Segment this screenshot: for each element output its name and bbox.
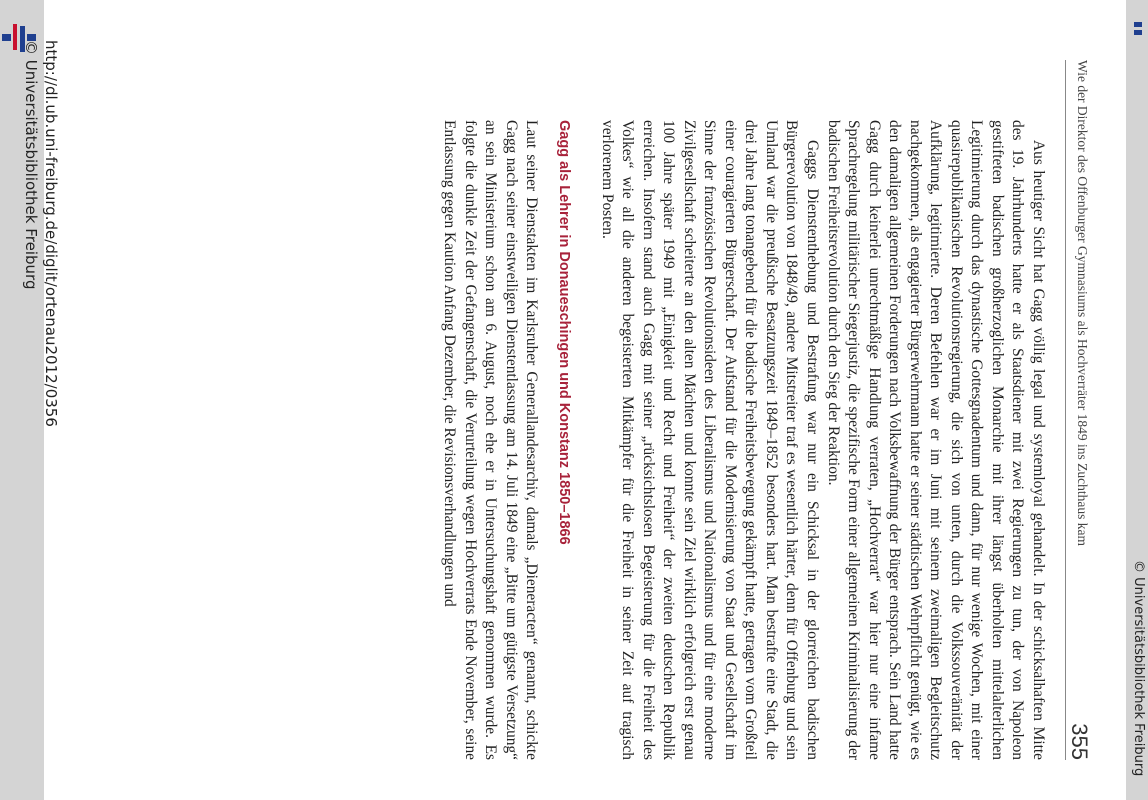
scanned-page <box>22 0 1126 800</box>
paragraph: Laut seiner Dienstakten im Karlsruher Generallandesarchiv, damals „Dieneracten“ genannt, schickte Gagg nach seiner einstweiligen Dienstentlassung am 14. Juli 1849 eine „Bitte um gütigste Versetzung“ an sein Ministerium schon am 6. August, noch ehe er in Untersuchungshaft genommen wurde. Es folgte die dunkle Zeit der Gefangenschaft, die Verurteilung wegen Hochverrats Ende November, seine Entlassung gegen Kaution Anfang Dezember, die Revisionsverhandlungen und <box>441 120 541 760</box>
copyright-edge-text: © Universitätsbibliothek Freiburg <box>1131 560 1146 777</box>
rotated-page-content <box>22 0 1126 800</box>
running-head-text: Wie der Direktor des Offenburger Gymnasiums als Hochverräter 1849 ins Zuchthaus kam <box>1074 60 1090 546</box>
article-text <box>439 120 1048 760</box>
copyright-notice: © Universitätsbibliothek Freiburg <box>22 40 40 290</box>
page-number: 355 <box>1066 723 1092 760</box>
copyright-edge <box>1126 560 1148 800</box>
right-margin-bar <box>1126 0 1148 800</box>
paragraph: Gaggs Dienstenthebung und Bestrafung war nur ein Schicksal in der glorreichen badischen Bürgerevolution von 1848/49, andere Mitstreiter traf es wesentlich härter, denn für Offenburg und sein Umland war die preußische Besatzungszeit 1849–1852 besonders hart. Man bestrafte eine Stadt, die drei Jahre lang tonangebend für die badische Freiheitsbewegung gekämpft hatte, getragen vom Großteil einer couragierten Bürgerschaft. Der Aufstand für die Modernisierung von Staat und Gesellschaft im Sinne der französischen Revolutionsideen des Liberalismus und Nationalismus und für eine moderne Zivilgesellschaft scheiterte an den alten Mächten und konnte sein Ziel wirklich erfolgreich erst genau 100 Jahre später 1949 mit „Einigkeit und Recht und Freiheit“ der zweiten deutschen Republik erreichen. Insofern stand auch Gagg mit seiner „rücksichtslosen Begeisterung für die Freiheit des Volkes“ wie all die anderen begeisterten Mitkämpfer für die Freiheit in seiner Zeit auf tragisch verlorenem Posten. <box>598 120 821 760</box>
source-url[interactable]: http://dl.ub.uni-freiburg.de/diglit/ortenau2012/0356 <box>42 40 60 427</box>
library-mark-icon <box>1134 22 1142 36</box>
running-header <box>1065 60 1102 760</box>
section-heading: Gagg als Lehrer in Donaueschingen und Konstanz 1850–1866 <box>555 120 572 545</box>
paragraph: Aus heutiger Sicht hat Gagg völlig legal und systemloyal gehandelt. In der schicksalhaften Mitte des 19. Jahrhunderts hatte er als Staatsdiener mit zwei Regierungen zu tun, der von Napoleon gestifteten badischen großherzoglichen Monarchie mit ihrer längst überholten mittelalterlichen Legitimierung durch das dynastische Gottesgnadentum und dann, für nur wenige Wochen, mit einer quasirepublikanischen Revolutionsregierung, die sich von unten, durch die Volkssouveränität der Aufklärung, legitimierte. Deren Befehlen war er im Juni mit seinem zweimaligen Begleitschutz nachgekommen, als engagierter Bürgerwehrmann hatte er seiner städtischen Wehrpflicht genügt, wie es den damaligen allgemeinen Forderungen nach Volksbewaffnung der Bürger entsprach. Sein Land hatte Gagg durch keinerlei unrechtmäßige Handlung verraten, „Hochverrat“ war hier nur eine infame Sprachregelung militärischer Siegerjustiz, die spezifische Form einer allgemeinen Kriminalisierung der badischen Freiheitsrevolution durch den Sieg der Reaktion. <box>824 120 1047 760</box>
